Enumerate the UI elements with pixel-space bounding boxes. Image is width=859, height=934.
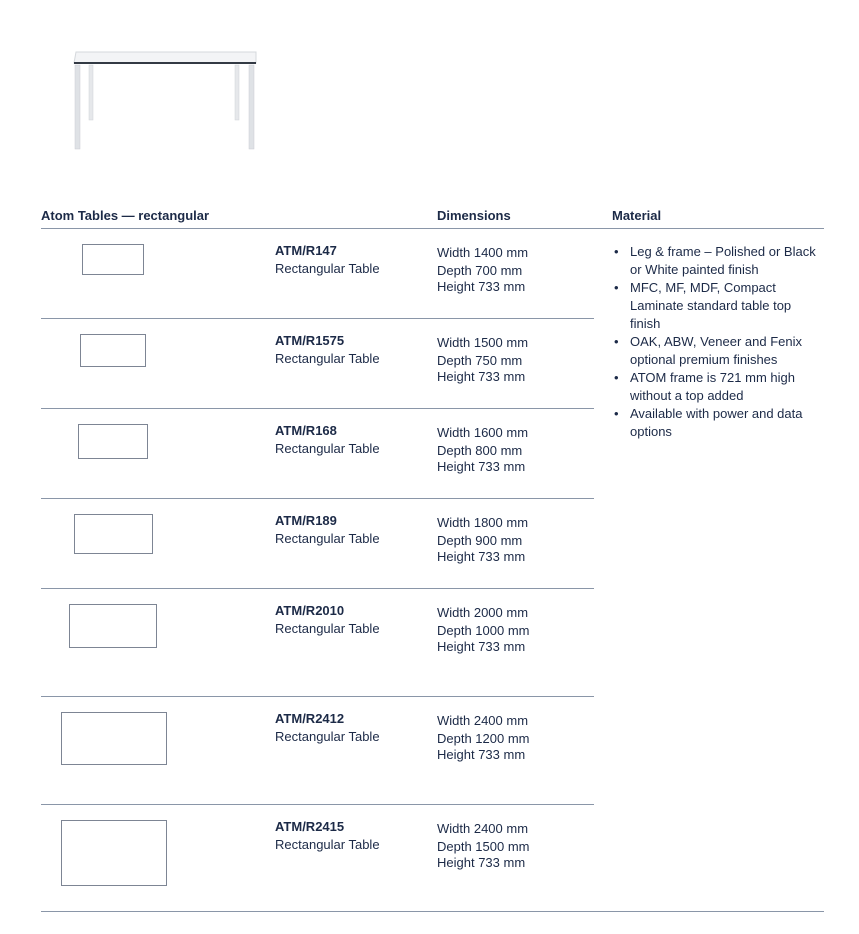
product-code: ATM/R1575 (275, 333, 345, 348)
dimension-width: Width 1800 mm (437, 515, 529, 530)
dimension-width: Width 1600 mm (437, 425, 529, 440)
table-top-outline (69, 604, 157, 648)
product-code: ATM/R2412 (275, 711, 345, 726)
dimension-width: Width 1400 mm (437, 245, 529, 260)
table-top-outline (80, 334, 146, 367)
dimension-width: Width 2000 mm (437, 605, 529, 620)
product-code: ATM/R2415 (275, 819, 345, 834)
material-item: • Leg & frame – Polished or Black or White painted finish (612, 243, 817, 279)
dimension-width: Width 1500 mm (437, 335, 529, 350)
dimension-depth: Depth 1200 mm (437, 731, 530, 746)
product-name: Rectangular Table (275, 351, 380, 366)
dimension-depth: Depth 900 mm (437, 533, 523, 548)
table-title: Atom Tables — rectangular (41, 208, 210, 223)
table-top-outline (61, 820, 167, 886)
material-list (612, 243, 817, 441)
product-code: ATM/R168 (275, 423, 337, 438)
row-divider (41, 318, 594, 319)
row-divider (41, 696, 594, 697)
row-divider (41, 804, 594, 805)
product-name: Rectangular Table (275, 441, 380, 456)
dimension-height: Height 733 mm (437, 549, 526, 564)
dimension-height: Height 733 mm (437, 459, 526, 474)
header-rule (41, 228, 824, 229)
table-top-outline (74, 514, 153, 554)
material-item: • OAK, ABW, Veneer and Fenix optional premium finishes (612, 333, 817, 369)
dimension-height: Height 733 mm (437, 279, 526, 294)
dimension-width: Width 2400 mm (437, 821, 529, 836)
dimension-height: Height 733 mm (437, 369, 526, 384)
dimension-width: Width 2400 mm (437, 713, 529, 728)
dimension-height: Height 733 mm (437, 747, 526, 762)
product-code: ATM/R2010 (275, 603, 345, 618)
row-divider (41, 498, 594, 499)
row-divider (41, 408, 594, 409)
dimension-height: Height 733 mm (437, 639, 526, 654)
product-code: ATM/R189 (275, 513, 337, 528)
product-name: Rectangular Table (275, 531, 380, 546)
table-top-outline (82, 244, 144, 275)
material-header: Material (612, 208, 662, 223)
dimensions-header: Dimensions (437, 208, 511, 223)
footer-rule (41, 911, 824, 912)
dimension-depth: Depth 800 mm (437, 443, 523, 458)
product-name: Rectangular Table (275, 837, 380, 852)
dimension-depth: Depth 1000 mm (437, 623, 530, 638)
material-item: • Available with power and data options (612, 405, 817, 441)
product-name: Rectangular Table (275, 729, 380, 744)
table-product-image (60, 40, 270, 160)
material-item: • ATOM frame is 721 mm high without a top added (612, 369, 817, 405)
row-divider (41, 588, 594, 589)
product-name: Rectangular Table (275, 621, 380, 636)
dimension-depth: Depth 750 mm (437, 353, 523, 368)
dimension-height: Height 733 mm (437, 855, 526, 870)
material-item: • MFC, MF, MDF, Compact Laminate standard table top finish (612, 279, 817, 333)
table-top-outline (78, 424, 148, 459)
dimension-depth: Depth 700 mm (437, 263, 523, 278)
product-code: ATM/R147 (275, 243, 337, 258)
dimension-depth: Depth 1500 mm (437, 839, 530, 854)
product-name: Rectangular Table (275, 261, 380, 276)
table-top-outline (61, 712, 167, 765)
